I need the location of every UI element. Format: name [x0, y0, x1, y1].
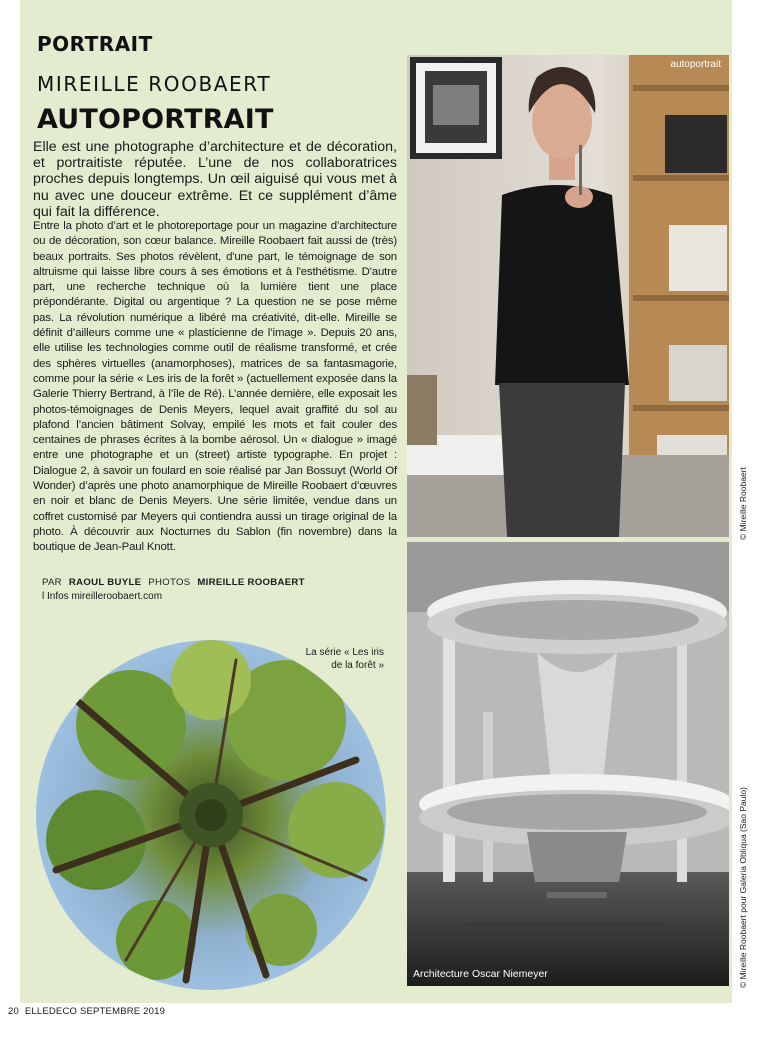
circle-caption-line-1: La série « Les iris [305, 647, 384, 658]
forest-anamorphosis-illustration [36, 640, 386, 990]
section-label: PORTRAIT [37, 32, 153, 56]
article-intro: Elle est une photographe d’architecture et de décoration, et portraitiste réputée. L’une de nos collaboratrices proches depuis longtemps. Un œil aiguisé qui vous met à nu avec une douceur extrême. Et ce supplément d’âme qui fait la différence. [33, 139, 397, 220]
article-body: Entre la photo d’art et le photoreportage pour un magazine d’architecture ou de décoration, son cœur balance. Mireille Roobaert fait aussi de (très) beaux portraits. Ses photos révèlent, d'une part, le témoignage de son altruisme qui laisse libre cours à ses émotions et à l'esthétisme. D'autre part, une recherche technique où la lumière tient une place prépondérante. Digital ou argentique ? La question ne se pose même pas. La révolution numérique a libéré ma créativité, dit-elle. Mireille se définit d’ailleurs comme une « plasticienne de l’image ». Depuis 20 ans, elle utilise les technologies comme outil de réalisme transformé, et crée des sphères virtuelles (anamorphoses), matrices de sa fantasmagorie, comme pour la série « Les iris de la forêt » (actuellement exposée dans la Galerie Thierry Bertrand, à l’île de Ré). L’année dernière, elle exposait les photos-témoignages de Denis Meyers, lequel avait graffité du sol au plafond l’ancien bâtiment Solvay, empilé les mots et fait couler des centaines de phrases écrites à la bombe aérosol. Un « dialogue » imagé entre une photographe et un (street) artiste typographe. En projet : Dialogue 2, à savoir un foulard en soie réalisé par Jan Bossuyt (World Of Wonder) d’après une photo anamorphique de Mireille Roobaert d’œuvres en noir et blanc de Denis Meyers. Une série limitée, vendue dans un coffret customisé par Meyers qui contiendra aussi un tirage original de la photo. À découvrir aux Nocturnes du Sablon (fin novembre) dans la boutique de Jean-Paul Knott. [33, 220, 397, 554]
byline-photographer: MIREILLE ROOBAERT [197, 577, 305, 588]
architecture-photo [407, 542, 729, 986]
forest-anamorphosis-photo [36, 640, 386, 990]
page-number: 20 [8, 1006, 19, 1017]
byline-photos-label: PHOTOS [148, 577, 191, 588]
portrait-photo-illustration [407, 55, 729, 537]
autoportrait-caption: autoportrait [670, 59, 721, 70]
portrait-photo [407, 55, 729, 537]
portrait-photo-credit: © Mireille Roobaert [738, 467, 748, 540]
byline-par-label: PAR [42, 577, 62, 588]
circle-photo-caption [298, 646, 384, 672]
byline [42, 577, 305, 588]
architecture-photo-illustration [407, 542, 729, 986]
architecture-photo-credit: © Mireille Roobaert pour Galeria Obliqua (Sao Paulo) [738, 787, 748, 988]
byline-writer: RAOUL BUYLE [68, 577, 142, 588]
infos-website: l Infos mireilleroobaert.com [42, 591, 163, 602]
page-footer [8, 1006, 165, 1017]
circle-caption-line-2: de la forêt » [331, 660, 384, 671]
article-headline: AUTOPORTRAIT [37, 104, 274, 135]
author-name: MIREILLE ROOBAERT [37, 72, 272, 96]
architecture-caption: Architecture Oscar Niemeyer [413, 968, 548, 980]
magazine-issue: ELLEDECO SEPTEMBRE 2019 [24, 1006, 166, 1017]
